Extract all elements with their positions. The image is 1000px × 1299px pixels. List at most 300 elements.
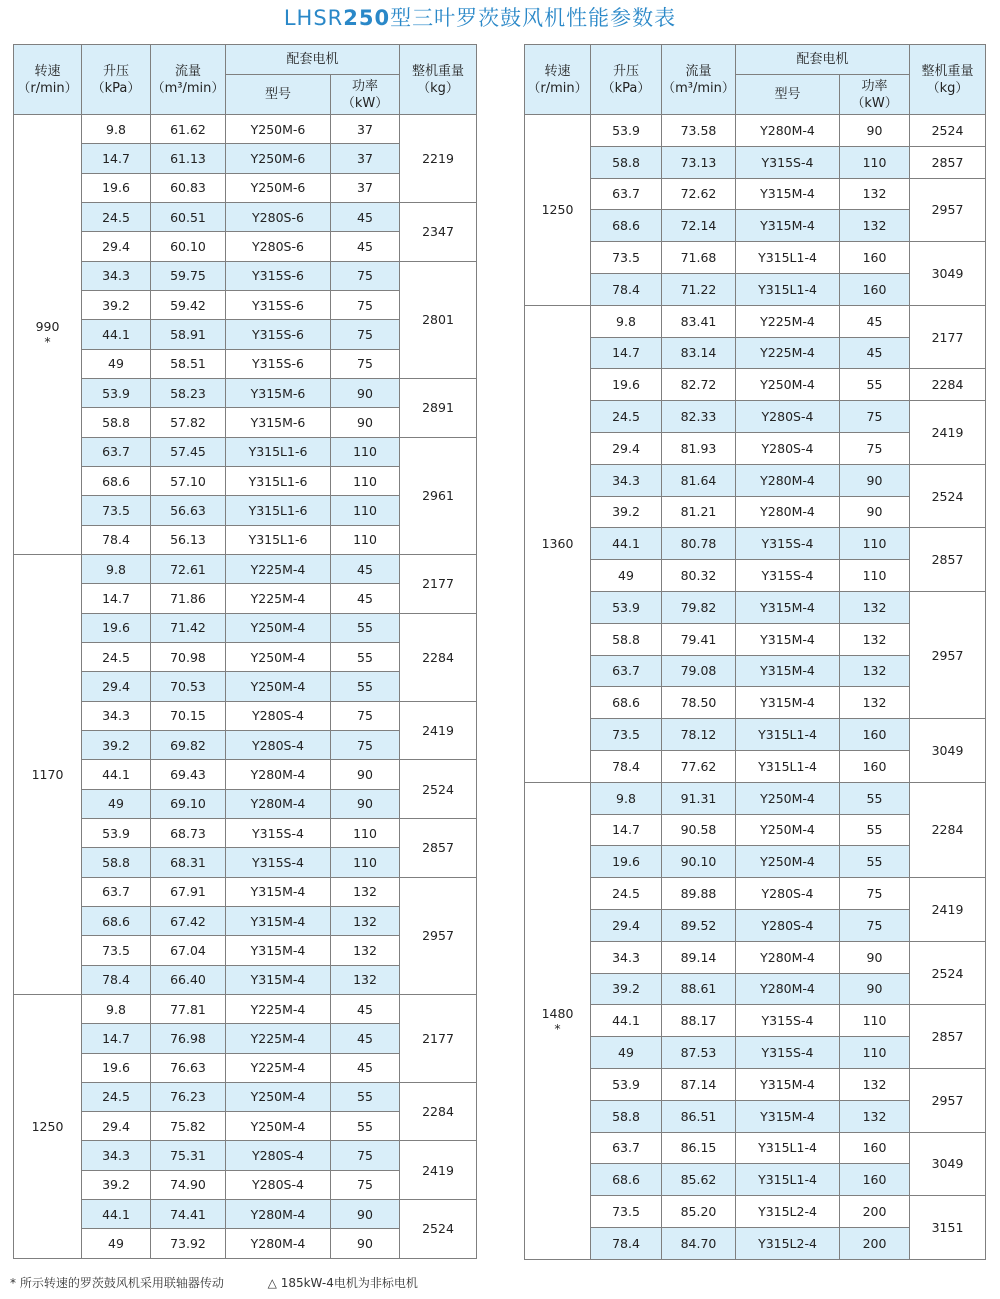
pressure-cell: 14.7 xyxy=(591,814,662,846)
weight-cell: 2891 xyxy=(400,378,477,437)
pressure-cell: 49 xyxy=(591,1037,662,1069)
power-cell: 75 xyxy=(840,401,910,433)
power-cell: 110 xyxy=(331,818,400,847)
pressure-cell: 53.9 xyxy=(591,115,662,147)
motor-model-cell: Y225M-4 xyxy=(226,554,331,583)
motor-model-cell: Y315M-4 xyxy=(226,906,331,935)
weight-cell: 2419 xyxy=(910,401,986,465)
pressure-cell: 78.4 xyxy=(82,965,151,994)
weight-cell: 2857 xyxy=(910,528,986,592)
motor-model-cell: Y250M-4 xyxy=(736,782,840,814)
pressure-header: 升压 （kPa） xyxy=(82,45,151,115)
power-cell: 45 xyxy=(331,1024,400,1053)
pressure-cell: 58.8 xyxy=(82,848,151,877)
flow-cell: 56.13 xyxy=(151,525,226,554)
power-cell: 160 xyxy=(840,750,910,782)
motor-model-cell: Y315L1-4 xyxy=(736,719,840,751)
weight-cell: 2857 xyxy=(910,1005,986,1069)
pressure-cell: 58.8 xyxy=(591,146,662,178)
table-row xyxy=(525,115,986,147)
weight-cell: 2177 xyxy=(400,554,477,613)
motor-model-cell: Y280S-4 xyxy=(736,401,840,433)
flow-cell: 82.72 xyxy=(662,369,736,401)
pressure-cell: 68.6 xyxy=(591,687,662,719)
motor-model-cell: Y250M-4 xyxy=(226,1112,331,1141)
motor-model-cell: Y280M-4 xyxy=(226,1229,331,1258)
motor-model-cell: Y280M-4 xyxy=(736,973,840,1005)
power-cell: 45 xyxy=(840,337,910,369)
power-cell: 45 xyxy=(331,202,400,231)
power-cell: 75 xyxy=(331,320,400,349)
power-cell: 160 xyxy=(840,1164,910,1196)
table-row xyxy=(525,719,986,751)
motor-header: 配套电机 xyxy=(736,45,910,75)
weight-cell: 3049 xyxy=(910,1132,986,1196)
speed-header: 转速 （r/min） xyxy=(14,45,82,115)
motor-model-cell: Y280S-6 xyxy=(226,202,331,231)
table-row xyxy=(14,877,477,906)
pressure-cell: 44.1 xyxy=(591,528,662,560)
pressure-cell: 9.8 xyxy=(82,115,151,144)
flow-cell: 91.31 xyxy=(662,782,736,814)
pressure-cell: 53.9 xyxy=(82,818,151,847)
flow-cell: 79.41 xyxy=(662,623,736,655)
power-cell: 160 xyxy=(840,1132,910,1164)
power-cell: 55 xyxy=(331,672,400,701)
pressure-cell: 53.9 xyxy=(82,378,151,407)
weight-cell: 3049 xyxy=(910,719,986,783)
table-row xyxy=(14,701,477,730)
model-header: 型号 xyxy=(736,75,840,115)
flow-cell: 83.41 xyxy=(662,305,736,337)
pressure-cell: 68.6 xyxy=(591,1164,662,1196)
pressure-cell: 34.3 xyxy=(591,464,662,496)
flow-cell: 69.82 xyxy=(151,730,226,759)
pressure-cell: 49 xyxy=(82,789,151,818)
weight-cell: 2957 xyxy=(910,1068,986,1132)
power-cell: 75 xyxy=(331,290,400,319)
table-row xyxy=(14,202,477,231)
weight-cell: 2801 xyxy=(400,261,477,378)
motor-model-cell: Y280S-4 xyxy=(226,1170,331,1199)
flow-cell: 81.93 xyxy=(662,432,736,464)
speed-cell: 990 * xyxy=(14,115,82,555)
pressure-cell: 58.8 xyxy=(82,408,151,437)
power-cell: 55 xyxy=(331,1082,400,1111)
flow-cell: 76.63 xyxy=(151,1053,226,1082)
motor-model-cell: Y280M-4 xyxy=(736,941,840,973)
pressure-cell: 14.7 xyxy=(591,337,662,369)
flow-cell: 85.62 xyxy=(662,1164,736,1196)
flow-cell: 85.20 xyxy=(662,1196,736,1228)
weight-cell: 2957 xyxy=(400,877,477,994)
pressure-cell: 14.7 xyxy=(82,144,151,173)
motor-model-cell: Y280M-4 xyxy=(226,1200,331,1229)
power-cell: 132 xyxy=(840,687,910,719)
table-row xyxy=(525,1068,986,1100)
flow-cell: 77.81 xyxy=(151,994,226,1023)
power-cell: 55 xyxy=(840,814,910,846)
power-cell: 45 xyxy=(331,1053,400,1082)
table-row xyxy=(14,613,477,642)
power-cell: 110 xyxy=(331,525,400,554)
motor-model-cell: Y315S-6 xyxy=(226,290,331,319)
motor-model-cell: Y315M-4 xyxy=(226,965,331,994)
motor-model-cell: Y225M-4 xyxy=(226,584,331,613)
flow-cell: 70.15 xyxy=(151,701,226,730)
weight-cell: 2957 xyxy=(910,178,986,242)
power-cell: 90 xyxy=(331,408,400,437)
motor-model-cell: Y315S-4 xyxy=(226,848,331,877)
flow-cell: 61.62 xyxy=(151,115,226,144)
weight-header: 整机重量 （kg） xyxy=(400,45,477,115)
pressure-cell: 53.9 xyxy=(591,591,662,623)
power-cell: 110 xyxy=(840,528,910,560)
motor-model-cell: Y315L1-6 xyxy=(226,525,331,554)
flow-cell: 73.58 xyxy=(662,115,736,147)
motor-model-cell: Y315M-6 xyxy=(226,408,331,437)
weight-cell: 2347 xyxy=(400,202,477,261)
pressure-cell: 44.1 xyxy=(591,1005,662,1037)
flow-cell: 59.75 xyxy=(151,261,226,290)
weight-cell: 2524 xyxy=(910,464,986,528)
motor-model-cell: Y315S-4 xyxy=(226,818,331,847)
pressure-cell: 24.5 xyxy=(82,202,151,231)
power-cell: 55 xyxy=(331,613,400,642)
table-row xyxy=(525,1005,986,1037)
flow-cell: 80.32 xyxy=(662,560,736,592)
weight-cell: 2284 xyxy=(400,1082,477,1141)
table-row xyxy=(525,782,986,814)
motor-model-cell: Y250M-6 xyxy=(226,144,331,173)
power-cell: 75 xyxy=(840,878,910,910)
flow-cell: 72.14 xyxy=(662,210,736,242)
motor-model-cell: Y315S-4 xyxy=(736,1037,840,1069)
weight-cell: 3151 xyxy=(910,1196,986,1260)
pressure-cell: 49 xyxy=(591,560,662,592)
power-cell: 90 xyxy=(331,789,400,818)
table-row xyxy=(525,878,986,910)
pressure-cell: 44.1 xyxy=(82,320,151,349)
power-cell: 75 xyxy=(331,701,400,730)
page-title: LHSR250型三叶罗茨鼓风机性能参数表 xyxy=(283,6,677,30)
motor-model-cell: Y315M-4 xyxy=(736,1100,840,1132)
pressure-cell: 68.6 xyxy=(82,906,151,935)
flow-cell: 57.45 xyxy=(151,437,226,466)
power-cell: 132 xyxy=(331,936,400,965)
flow-cell: 73.13 xyxy=(662,146,736,178)
flow-cell: 60.10 xyxy=(151,232,226,261)
power-cell: 132 xyxy=(331,877,400,906)
table-row xyxy=(14,994,477,1023)
pressure-cell: 73.5 xyxy=(591,1196,662,1228)
motor-model-cell: Y315M-4 xyxy=(226,877,331,906)
flow-cell: 68.31 xyxy=(151,848,226,877)
flow-cell: 72.61 xyxy=(151,554,226,583)
table-row xyxy=(525,941,986,973)
motor-model-cell: Y225M-4 xyxy=(736,305,840,337)
power-cell: 110 xyxy=(331,466,400,495)
flow-header: 流量 （m³/min） xyxy=(151,45,226,115)
flow-cell: 70.53 xyxy=(151,672,226,701)
pressure-cell: 19.6 xyxy=(591,369,662,401)
motor-model-cell: Y315M-4 xyxy=(736,591,840,623)
power-cell: 160 xyxy=(840,242,910,274)
weight-cell: 2284 xyxy=(910,369,986,401)
flow-cell: 67.42 xyxy=(151,906,226,935)
pressure-cell: 63.7 xyxy=(82,877,151,906)
power-cell: 45 xyxy=(331,554,400,583)
pressure-cell: 14.7 xyxy=(82,584,151,613)
flow-cell: 69.43 xyxy=(151,760,226,789)
motor-model-cell: Y280M-4 xyxy=(226,760,331,789)
power-cell: 132 xyxy=(840,655,910,687)
weight-header: 整机重量 （kg） xyxy=(910,45,986,115)
pressure-cell: 53.9 xyxy=(591,1068,662,1100)
motor-model-cell: Y280S-4 xyxy=(226,1141,331,1170)
motor-model-cell: Y315S-4 xyxy=(736,146,840,178)
flow-cell: 57.82 xyxy=(151,408,226,437)
power-cell: 200 xyxy=(840,1227,910,1259)
motor-model-cell: Y225M-4 xyxy=(226,1024,331,1053)
flow-cell: 78.12 xyxy=(662,719,736,751)
power-cell: 45 xyxy=(840,305,910,337)
pressure-cell: 39.2 xyxy=(82,1170,151,1199)
table-row xyxy=(14,760,477,789)
motor-model-cell: Y315M-6 xyxy=(226,378,331,407)
motor-model-cell: Y315L1-4 xyxy=(736,1132,840,1164)
power-cell: 110 xyxy=(840,1037,910,1069)
power-cell: 110 xyxy=(840,146,910,178)
motor-model-cell: Y315L1-4 xyxy=(736,242,840,274)
motor-model-cell: Y315L2-4 xyxy=(736,1196,840,1228)
table-row xyxy=(525,369,986,401)
motor-model-cell: Y250M-4 xyxy=(226,672,331,701)
pressure-cell: 24.5 xyxy=(82,642,151,671)
flow-cell: 71.22 xyxy=(662,273,736,305)
power-cell: 45 xyxy=(331,232,400,261)
motor-model-cell: Y225M-4 xyxy=(226,994,331,1023)
power-cell: 75 xyxy=(331,349,400,378)
pressure-cell: 34.3 xyxy=(82,701,151,730)
pressure-cell: 78.4 xyxy=(591,1227,662,1259)
pressure-cell: 24.5 xyxy=(591,401,662,433)
motor-model-cell: Y250M-6 xyxy=(226,115,331,144)
motor-model-cell: Y280M-4 xyxy=(226,789,331,818)
pressure-cell: 73.5 xyxy=(591,719,662,751)
table-row xyxy=(525,1196,986,1228)
pressure-cell: 39.2 xyxy=(82,290,151,319)
motor-model-cell: Y250M-4 xyxy=(226,613,331,642)
pressure-cell: 44.1 xyxy=(82,760,151,789)
flow-cell: 71.42 xyxy=(151,613,226,642)
flow-cell: 67.91 xyxy=(151,877,226,906)
motor-model-cell: Y250M-4 xyxy=(736,846,840,878)
weight-cell: 3049 xyxy=(910,242,986,306)
table-row xyxy=(14,378,477,407)
pressure-cell: 58.8 xyxy=(591,1100,662,1132)
table-row xyxy=(14,554,477,583)
table-row xyxy=(525,305,986,337)
power-cell: 110 xyxy=(331,437,400,466)
motor-model-cell: Y225M-4 xyxy=(736,337,840,369)
power-cell: 90 xyxy=(331,760,400,789)
flow-cell: 59.42 xyxy=(151,290,226,319)
pressure-cell: 29.4 xyxy=(82,672,151,701)
power-cell: 55 xyxy=(331,1112,400,1141)
power-header: 功率 （kW） xyxy=(331,75,400,115)
flow-cell: 60.51 xyxy=(151,202,226,231)
table-row xyxy=(14,1200,477,1229)
pressure-cell: 39.2 xyxy=(591,496,662,528)
pressure-cell: 39.2 xyxy=(591,973,662,1005)
weight-cell: 2524 xyxy=(400,1200,477,1259)
pressure-cell: 34.3 xyxy=(82,261,151,290)
weight-cell: 2177 xyxy=(400,994,477,1082)
power-cell: 75 xyxy=(840,432,910,464)
performance-table-right xyxy=(524,44,986,1260)
power-cell: 75 xyxy=(331,1170,400,1199)
power-header: 功率 （kW） xyxy=(840,75,910,115)
motor-model-cell: Y315S-6 xyxy=(226,349,331,378)
flow-cell: 82.33 xyxy=(662,401,736,433)
flow-cell: 70.98 xyxy=(151,642,226,671)
motor-model-cell: Y250M-4 xyxy=(226,1082,331,1111)
motor-model-cell: Y315L1-6 xyxy=(226,437,331,466)
pressure-cell: 78.4 xyxy=(82,525,151,554)
power-cell: 75 xyxy=(840,909,910,941)
power-cell: 160 xyxy=(840,273,910,305)
pressure-cell: 49 xyxy=(82,349,151,378)
table-row xyxy=(525,464,986,496)
flow-cell: 71.68 xyxy=(662,242,736,274)
flow-cell: 84.70 xyxy=(662,1227,736,1259)
table-row xyxy=(525,401,986,433)
power-cell: 132 xyxy=(840,591,910,623)
motor-model-cell: Y225M-4 xyxy=(226,1053,331,1082)
speed-cell: 1360 xyxy=(525,305,591,782)
flow-cell: 67.04 xyxy=(151,936,226,965)
speed-cell: 1480 * xyxy=(525,782,591,1259)
power-cell: 55 xyxy=(331,642,400,671)
power-cell: 110 xyxy=(840,1005,910,1037)
speed-header: 转速 （r/min） xyxy=(525,45,591,115)
table-row xyxy=(525,242,986,274)
weight-cell: 2219 xyxy=(400,115,477,203)
power-cell: 160 xyxy=(840,719,910,751)
power-cell: 90 xyxy=(840,115,910,147)
flow-cell: 58.91 xyxy=(151,320,226,349)
flow-cell: 71.86 xyxy=(151,584,226,613)
power-cell: 75 xyxy=(331,1141,400,1170)
pressure-cell: 78.4 xyxy=(591,273,662,305)
weight-cell: 2961 xyxy=(400,437,477,554)
weight-cell: 2419 xyxy=(400,701,477,760)
power-cell: 90 xyxy=(840,973,910,1005)
performance-table-left xyxy=(13,44,477,1259)
pressure-cell: 9.8 xyxy=(591,782,662,814)
pressure-cell: 19.6 xyxy=(82,173,151,202)
power-cell: 55 xyxy=(840,846,910,878)
motor-model-cell: Y315M-4 xyxy=(226,936,331,965)
flow-cell: 58.51 xyxy=(151,349,226,378)
motor-model-cell: Y315L1-4 xyxy=(736,273,840,305)
motor-model-cell: Y280S-4 xyxy=(736,878,840,910)
power-cell: 90 xyxy=(840,941,910,973)
flow-cell: 88.17 xyxy=(662,1005,736,1037)
pressure-cell: 24.5 xyxy=(591,878,662,910)
pressure-cell: 44.1 xyxy=(82,1200,151,1229)
flow-cell: 80.78 xyxy=(662,528,736,560)
flow-cell: 74.41 xyxy=(151,1200,226,1229)
flow-cell: 86.15 xyxy=(662,1132,736,1164)
power-cell: 37 xyxy=(331,115,400,144)
flow-header: 流量 （m³/min） xyxy=(662,45,736,115)
pressure-cell: 24.5 xyxy=(82,1082,151,1111)
power-cell: 90 xyxy=(331,378,400,407)
pressure-cell: 29.4 xyxy=(591,432,662,464)
speed-cell: 1250 xyxy=(525,115,591,306)
weight-cell: 2284 xyxy=(910,782,986,877)
model-header: 型号 xyxy=(226,75,331,115)
footnote-triangle: △ 185kW-4电机为非标电机 xyxy=(267,1276,418,1290)
motor-model-cell: Y315S-6 xyxy=(226,320,331,349)
speed-cell: 1250 xyxy=(14,994,82,1258)
pressure-cell: 34.3 xyxy=(82,1141,151,1170)
right-table-body xyxy=(525,115,986,1260)
motor-model-cell: Y315L1-4 xyxy=(736,750,840,782)
flow-cell: 56.63 xyxy=(151,496,226,525)
table-row xyxy=(525,146,986,178)
flow-cell: 83.14 xyxy=(662,337,736,369)
power-cell: 45 xyxy=(331,584,400,613)
flow-cell: 79.82 xyxy=(662,591,736,623)
power-cell: 132 xyxy=(840,178,910,210)
flow-cell: 81.21 xyxy=(662,496,736,528)
motor-model-cell: Y315S-4 xyxy=(736,560,840,592)
flow-cell: 76.98 xyxy=(151,1024,226,1053)
pressure-cell: 78.4 xyxy=(591,750,662,782)
pressure-cell: 63.7 xyxy=(591,1132,662,1164)
table-row xyxy=(14,818,477,847)
motor-model-cell: Y250M-6 xyxy=(226,173,331,202)
flow-cell: 60.83 xyxy=(151,173,226,202)
flow-cell: 76.23 xyxy=(151,1082,226,1111)
motor-model-cell: Y315L1-6 xyxy=(226,496,331,525)
motor-model-cell: Y315M-4 xyxy=(736,687,840,719)
motor-model-cell: Y315L2-4 xyxy=(736,1227,840,1259)
pressure-cell: 9.8 xyxy=(591,305,662,337)
power-cell: 132 xyxy=(840,1100,910,1132)
motor-header: 配套电机 xyxy=(226,45,400,75)
weight-cell: 2524 xyxy=(910,115,986,147)
pressure-cell: 68.6 xyxy=(82,466,151,495)
power-cell: 132 xyxy=(840,210,910,242)
power-cell: 132 xyxy=(331,906,400,935)
flow-cell: 73.92 xyxy=(151,1229,226,1258)
motor-model-cell: Y280S-6 xyxy=(226,232,331,261)
pressure-cell: 14.7 xyxy=(82,1024,151,1053)
table-row xyxy=(14,1141,477,1170)
pressure-cell: 34.3 xyxy=(591,941,662,973)
power-cell: 90 xyxy=(840,464,910,496)
motor-model-cell: Y280M-4 xyxy=(736,464,840,496)
motor-model-cell: Y280S-4 xyxy=(226,730,331,759)
power-cell: 55 xyxy=(840,782,910,814)
pressure-cell: 19.6 xyxy=(591,846,662,878)
pressure-cell: 73.5 xyxy=(591,242,662,274)
power-cell: 110 xyxy=(331,496,400,525)
